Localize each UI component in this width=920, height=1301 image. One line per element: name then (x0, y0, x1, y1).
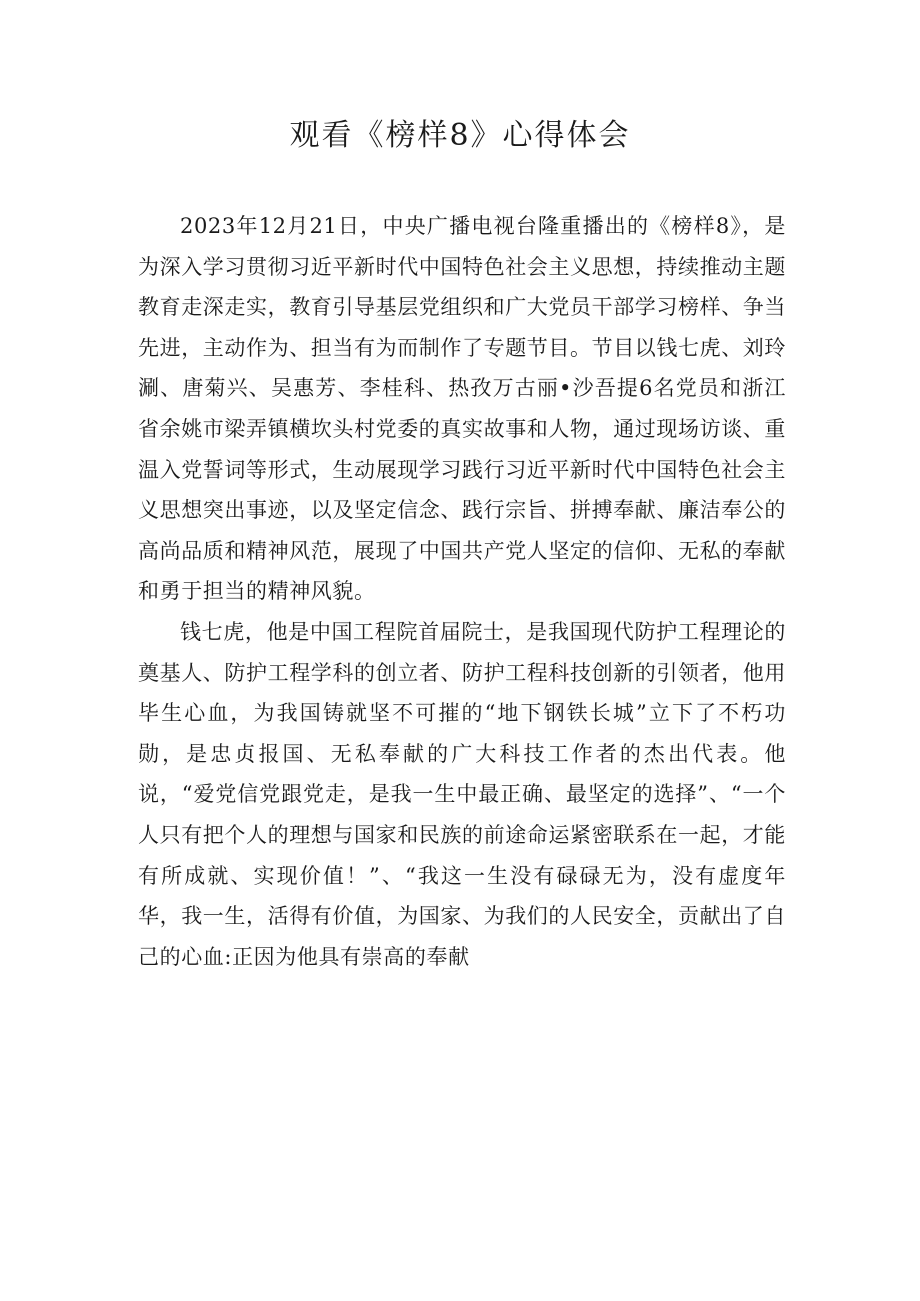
document-body (138, 206, 786, 977)
document-title: 观看《榜样8》心得体会 (289, 118, 631, 153)
paragraph-qian-qihu: 钱七虎，他是中国工程院首届院士，是我国现代防护工程理论的奠基人、防护工程学科的创立者、防护工程科技创新的引领者，他用毕生心血，为我国铸就坚不可摧的“地下钢铁长城”立下了不朽功勋，是忠贞报国、无私奉献的广大科技工作者的杰出代表。他说，“爱党信党跟党走，是我一生中最正确、最坚定的选择”、“一个人只有把个人的理想与国家和民族的前途命运紧密联系在一起，才能有所成就、实现价值！”、“我这一生没有碌碌无为，没有虚度年华，我一生，活得有价值，为国家、为我们的人民安全，贡献出了自己的心血:正因为他具有崇高的奉献 (138, 619, 786, 969)
paragraph-intro: 2023年12月21日，中央广播电视台隆重播出的《榜样8》，是为深入学习贯彻习近平新时代中国特色社会主义思想，持续推动主题教育走深走实，教育引导基层党组织和广大党员干部学习榜样、争当先进，主动作为、担当有为而制作了专题节目。节目以钱七虎、刘玲涮、唐菊兴、吴惠芳、李桂科、热孜万古丽•沙吾提6名党员和浙江省余姚市梁弄镇横坎头村党委的真实故事和人物，通过现场访谈、重温入党誓词等形式，生动展现学习践行习近平新时代中国特色社会主义思想突出事迹，以及坚定信念、践行宗旨、拼搏奉献、廉洁奉公的高尚品质和精神风范，展现了中国共产党人坚定的信仰、无私的奉献和勇于担当的精神风貌。 (138, 214, 786, 604)
